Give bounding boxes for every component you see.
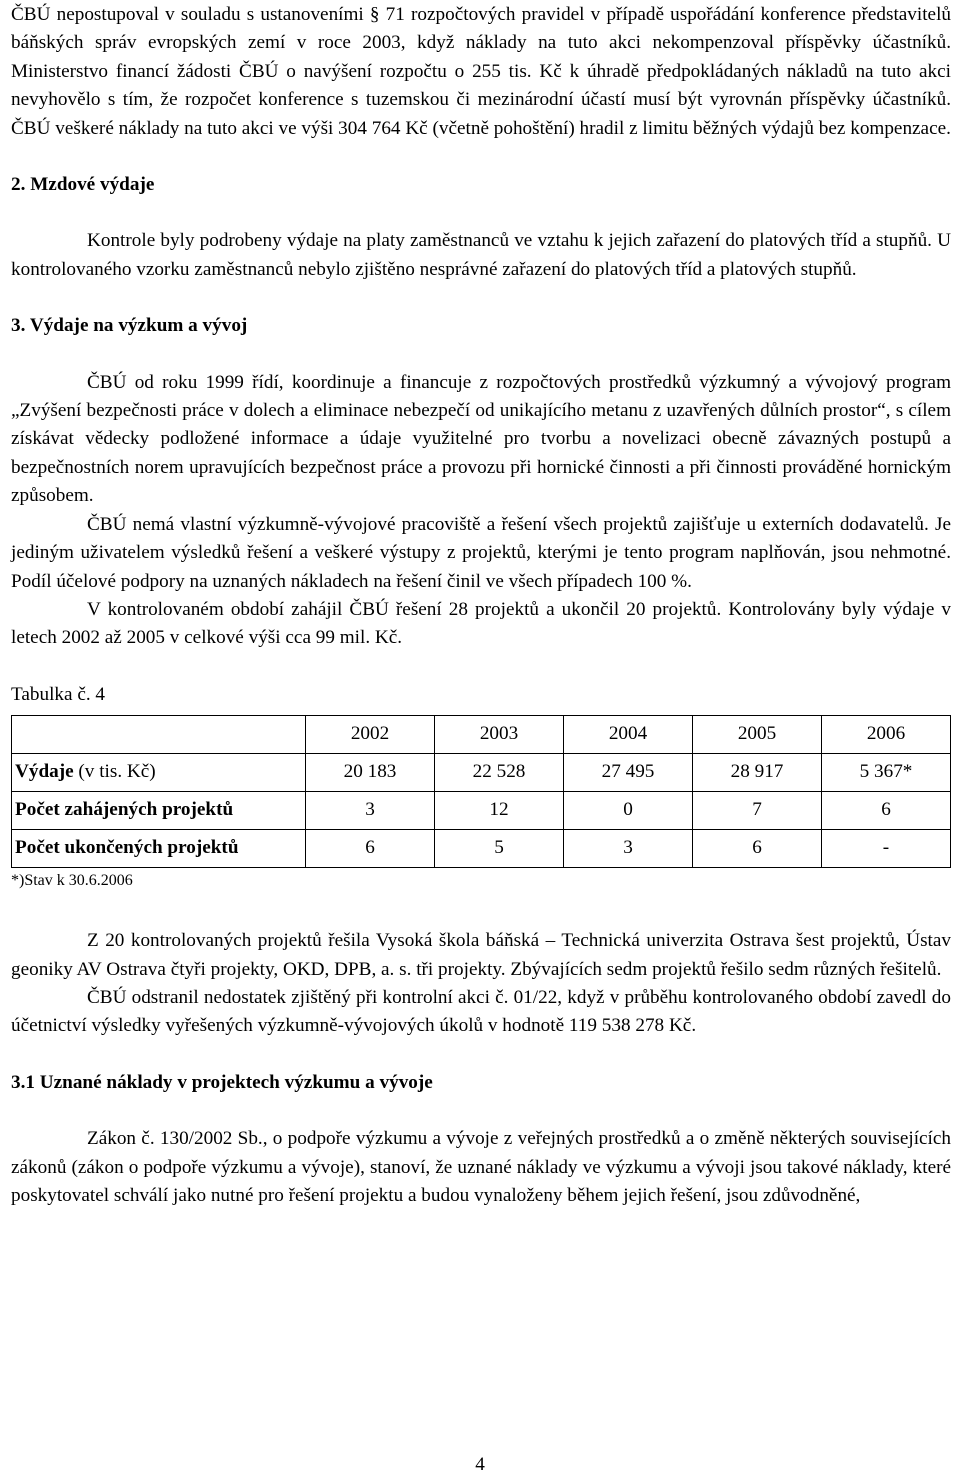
row-label: Počet zahájených projektů (12, 792, 306, 830)
paragraph-dodavatele: ČBÚ nemá vlastní výzkumně-vývojové pracoviště a řešení všech projektů zajišťuje u externích dodavatelů. Je jediným uživatelem výsledků řešení a veškeré výstupy z projektů, kterými je tento program naplňován, jsou nehmotné. Podíl účelové podpory na uznaných nákladech na řešení činil ve všech případech 100 %. (11, 513, 951, 592)
year-header: 2005 (693, 716, 822, 754)
table-cell: 20 183 (306, 754, 435, 792)
table-cell: 7 (693, 792, 822, 830)
table-cell: 0 (564, 792, 693, 830)
section-heading-uznane-naklady: 3.1 Uznané náklady v projektech výzkumu a vývoje (11, 1071, 433, 1093)
table-cell: 5 367* (822, 754, 951, 792)
section-heading-mzdove-vydaje: 2. Mzdové výdaje (11, 174, 155, 196)
table-cell: - (822, 830, 951, 868)
table-row (12, 754, 951, 792)
paragraph-konference: ČBÚ nepostupoval v souladu s ustanoveními § 71 rozpočtových pravidel v případě uspořádání konference představitelů báňských správ evropských zemí v roce 2003, když náklady na tuto akci nekompenzoval příspěvky účastníků. Ministerstvo financí žádosti ČBÚ o navýšení rozpočtu o 255 tis. Kč k úhradě předpokládaných nákladů na tuto akci nevyhovělo s tím, že rozpočet konference s tuzemskou či mezinárodní účastí musí být vyrovnán příspěvky účastníků. ČBÚ veškeré náklady na tuto akci ve výši 304 764 Kč (včetně pohoštění) hradil z limitu běžných výdajů bez kompenzace. (11, 4, 951, 139)
table-cell: 22 528 (435, 754, 564, 792)
table-row (12, 830, 951, 868)
table-header-row (12, 716, 951, 754)
row-label (12, 754, 306, 792)
year-header: 2002 (306, 716, 435, 754)
paragraph-projekty: V kontrolovaném období zahájil ČBÚ řešení 28 projektů a ukončil 20 projektů. Kontrolovány byly výdaje v letech 2002 až 2005 v celkové výši cca 99 mil. Kč. (11, 598, 951, 649)
table-cell: 6 (693, 830, 822, 868)
table-cell: 5 (435, 830, 564, 868)
row-label-bold: Výdaje (15, 761, 74, 783)
paragraph-ucetnictvi: ČBÚ odstranil nedostatek zjištěný při kontrolní akci č. 01/22, když v průběhu kontrolovaného období zavedl do účetnictví výsledky vyřešených výzkumně-vývojových úkolů v hodnotě 119 538 278 Kč. (11, 986, 951, 1037)
table-cell: 3 (564, 830, 693, 868)
table-footnote: *)Stav k 30.6.2006 (11, 872, 133, 890)
paragraph-mzdove-vydaje: Kontrole byly podrobeny výdaje na platy zaměstnanců ve vztahu k jejich zařazení do platových tříd a stupňů. U kontrolovaného vzorku zaměstnanců nebylo zjištěno nesprávné zařazení do platových tříd a platových stupňů. (11, 230, 951, 280)
paragraph-resitele: Z 20 kontrolovaných projektů řešila Vysoká škola báňská – Technická univerzita Ostrava šest projektů, Ústav geoniky AV Ostrava čtyři projekty, OKD, DPB, a. s. tři projekty. Zbývajících sedm projektů řešilo sedm různých řešitelů. (11, 930, 951, 980)
table-cell: 12 (435, 792, 564, 830)
table-cell: 6 (306, 830, 435, 868)
year-header: 2003 (435, 716, 564, 754)
row-label: Počet ukončených projektů (12, 830, 306, 868)
table-cell: 3 (306, 792, 435, 830)
table-cell: 27 495 (564, 754, 693, 792)
paragraph-zakon: Zákon č. 130/2002 Sb., o podpoře výzkumu a vývoje z veřejných prostředků a o změně některých souvisejících zákonů (zákon o podpoře výzkumu a vývoje), stanoví, že uznané náklady ve výzkumu a vývoji jsou takové náklady, které poskytovatel schválí jako nutné pro řešení projektu a budou vynaloženy během jejich řešení, jsou zdůvodněné, (11, 1128, 951, 1206)
document-page (11, 0, 951, 1210)
section-heading-vyzkum-vyvoj: 3. Výdaje na výzkum a vývoj (11, 315, 248, 337)
page-number: 4 (475, 1454, 485, 1475)
table-cell: 28 917 (693, 754, 822, 792)
row-label-unit: (v tis. Kč) (73, 761, 156, 783)
table-caption: Tabulka č. 4 (11, 683, 106, 705)
table-cell: 6 (822, 792, 951, 830)
table-corner-cell (12, 716, 306, 754)
table-row (12, 792, 951, 830)
year-header: 2006 (822, 716, 951, 754)
paragraph-program: ČBÚ od roku 1999 řídí, koordinuje a financuje z rozpočtových prostředků výzkumný a vývojový program „Zvýšení bezpečnosti práce v dolech a eliminace nebezpečí od unikajícího metanu z uzavřených důlních prostor“, s cílem získávat vědecky podložené informace a údaje využitelné pro tvorbu a novelizaci obecně závazných postupů a bezpečnostních norem upravujících bezpečnost práce a provozu při hornické činnosti a při činnosti prováděné hornickým způsobem. (11, 371, 951, 507)
expenses-table (11, 715, 951, 868)
year-header: 2004 (564, 716, 693, 754)
